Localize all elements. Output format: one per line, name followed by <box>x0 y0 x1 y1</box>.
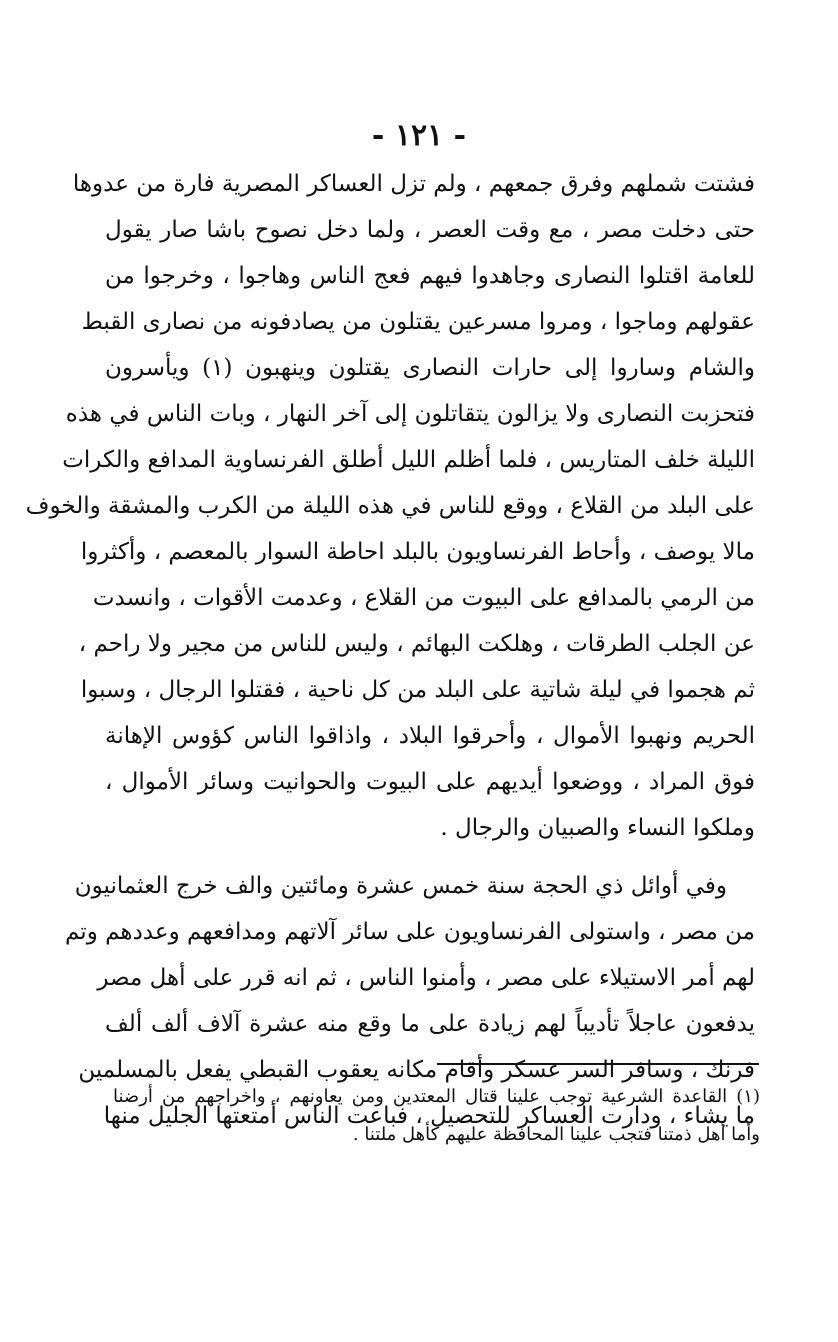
footnote-divider <box>437 1063 759 1065</box>
text-line: فوق المراد ، ووضعوا أيديهم على البيوت والحوانيت وسائر الأموال ، <box>105 769 755 795</box>
text-line: لهم أمر الاستيلاء على مصر ، وأمنوا الناس ، ثم انه قرر على أهل مصر <box>97 965 755 991</box>
text-line: الحريم ونهبوا الأموال ، وأحرقوا البلاد ، واذاقوا الناس كؤوس الإهانة <box>105 723 755 749</box>
body-text <box>25 161 755 1139</box>
footnote-line: وأما أهل ذمتنا فتجب علينا المحافظة عليهم كأهل ملتنا . <box>352 1124 760 1145</box>
text-line: على البلد من القلاع ، ووقع للناس في هذه الليلة من الكرب والمشقة والخوف <box>25 493 755 519</box>
text-line: وملكوا النساء والصبيان والرجال . <box>440 815 755 841</box>
page-number: - ١٢١ - <box>371 118 467 153</box>
text-line: مالا يوصف ، وأحاط الفرنساويون بالبلد احاطة السوار بالمعصم ، وأكثروا <box>80 539 755 565</box>
text-line: وفي أوائل ذي الحجة سنة خمس عشرة ومائتين والف خرج العثمانيون <box>74 873 727 899</box>
text-line: للعامة اقتلوا النصارى وجاهدوا فيهم فعج الناس وهاجوا ، وخرجوا من <box>105 263 755 289</box>
text-line: عن الجلب الطرقات ، وهلكت البهائم ، وليس للناس من مجير ولا راحم ، <box>78 631 755 657</box>
footnotes <box>113 1078 760 1154</box>
text-line: يدفعون عاجلاً تأديباً لهم زيادة على ما وقع منه عشرة آلاف ألف ألف <box>105 1011 755 1037</box>
paragraph-1 <box>25 161 755 851</box>
paragraph-gap <box>105 851 755 863</box>
text-line: حتى دخلت مصر ، مع وقت العصر ، ولما دخل نصوح باشا صار يقول <box>105 217 755 243</box>
text-line: فشتت شملهم وفرق جمعهم ، ولم تزل العساكر المصرية فارة من عدوها <box>72 171 755 197</box>
text-line: عقولهم وماجوا ، ومروا مسرعين يقتلون من يصادفونه من نصارى القبط <box>81 309 755 335</box>
text-line: ثم هجموا في ليلة شاتية على البلد من كل ناحية ، فقتلوا الرجال ، وسبوا <box>80 677 755 703</box>
text-line: فتحزبت النصارى ولا يزالون يتقاتلون إلى آخر النهار ، وبات الناس في هذه <box>65 401 755 427</box>
text-line: والشام وساروا إلى حارات النصارى يقتلون وينهبون (١) ويأسرون <box>105 355 755 381</box>
text-line: ما يشاء ، ودارت العساكر للتحصيل ، فباعت الناس أمتعتها الجليل منها <box>103 1103 755 1129</box>
text-line: الليلة خلف المتاريس ، فلما أظلم الليل أطلق الفرنساوية المدافع والكرات <box>62 447 755 473</box>
text-line: فرنك ، وسافر السر عسكر وأقام مكانه يعقوب القبطي يفعل بالمسلمين <box>78 1057 755 1083</box>
text-line: من الرمي بالمدافع على البيوت من القلاع ، وعدمت الأقوات ، وانسدت <box>92 585 755 611</box>
footnote-line: (١) القاعدة الشرعية توجب علينا قتال المعتدين ومن يعاونهم ، واخراجهم من أرضنا <box>113 1086 760 1107</box>
text-line: من مصر ، واستولى الفرنساويون على سائر آلاتهم ومدافعهم وعددهم وتم <box>65 919 755 945</box>
